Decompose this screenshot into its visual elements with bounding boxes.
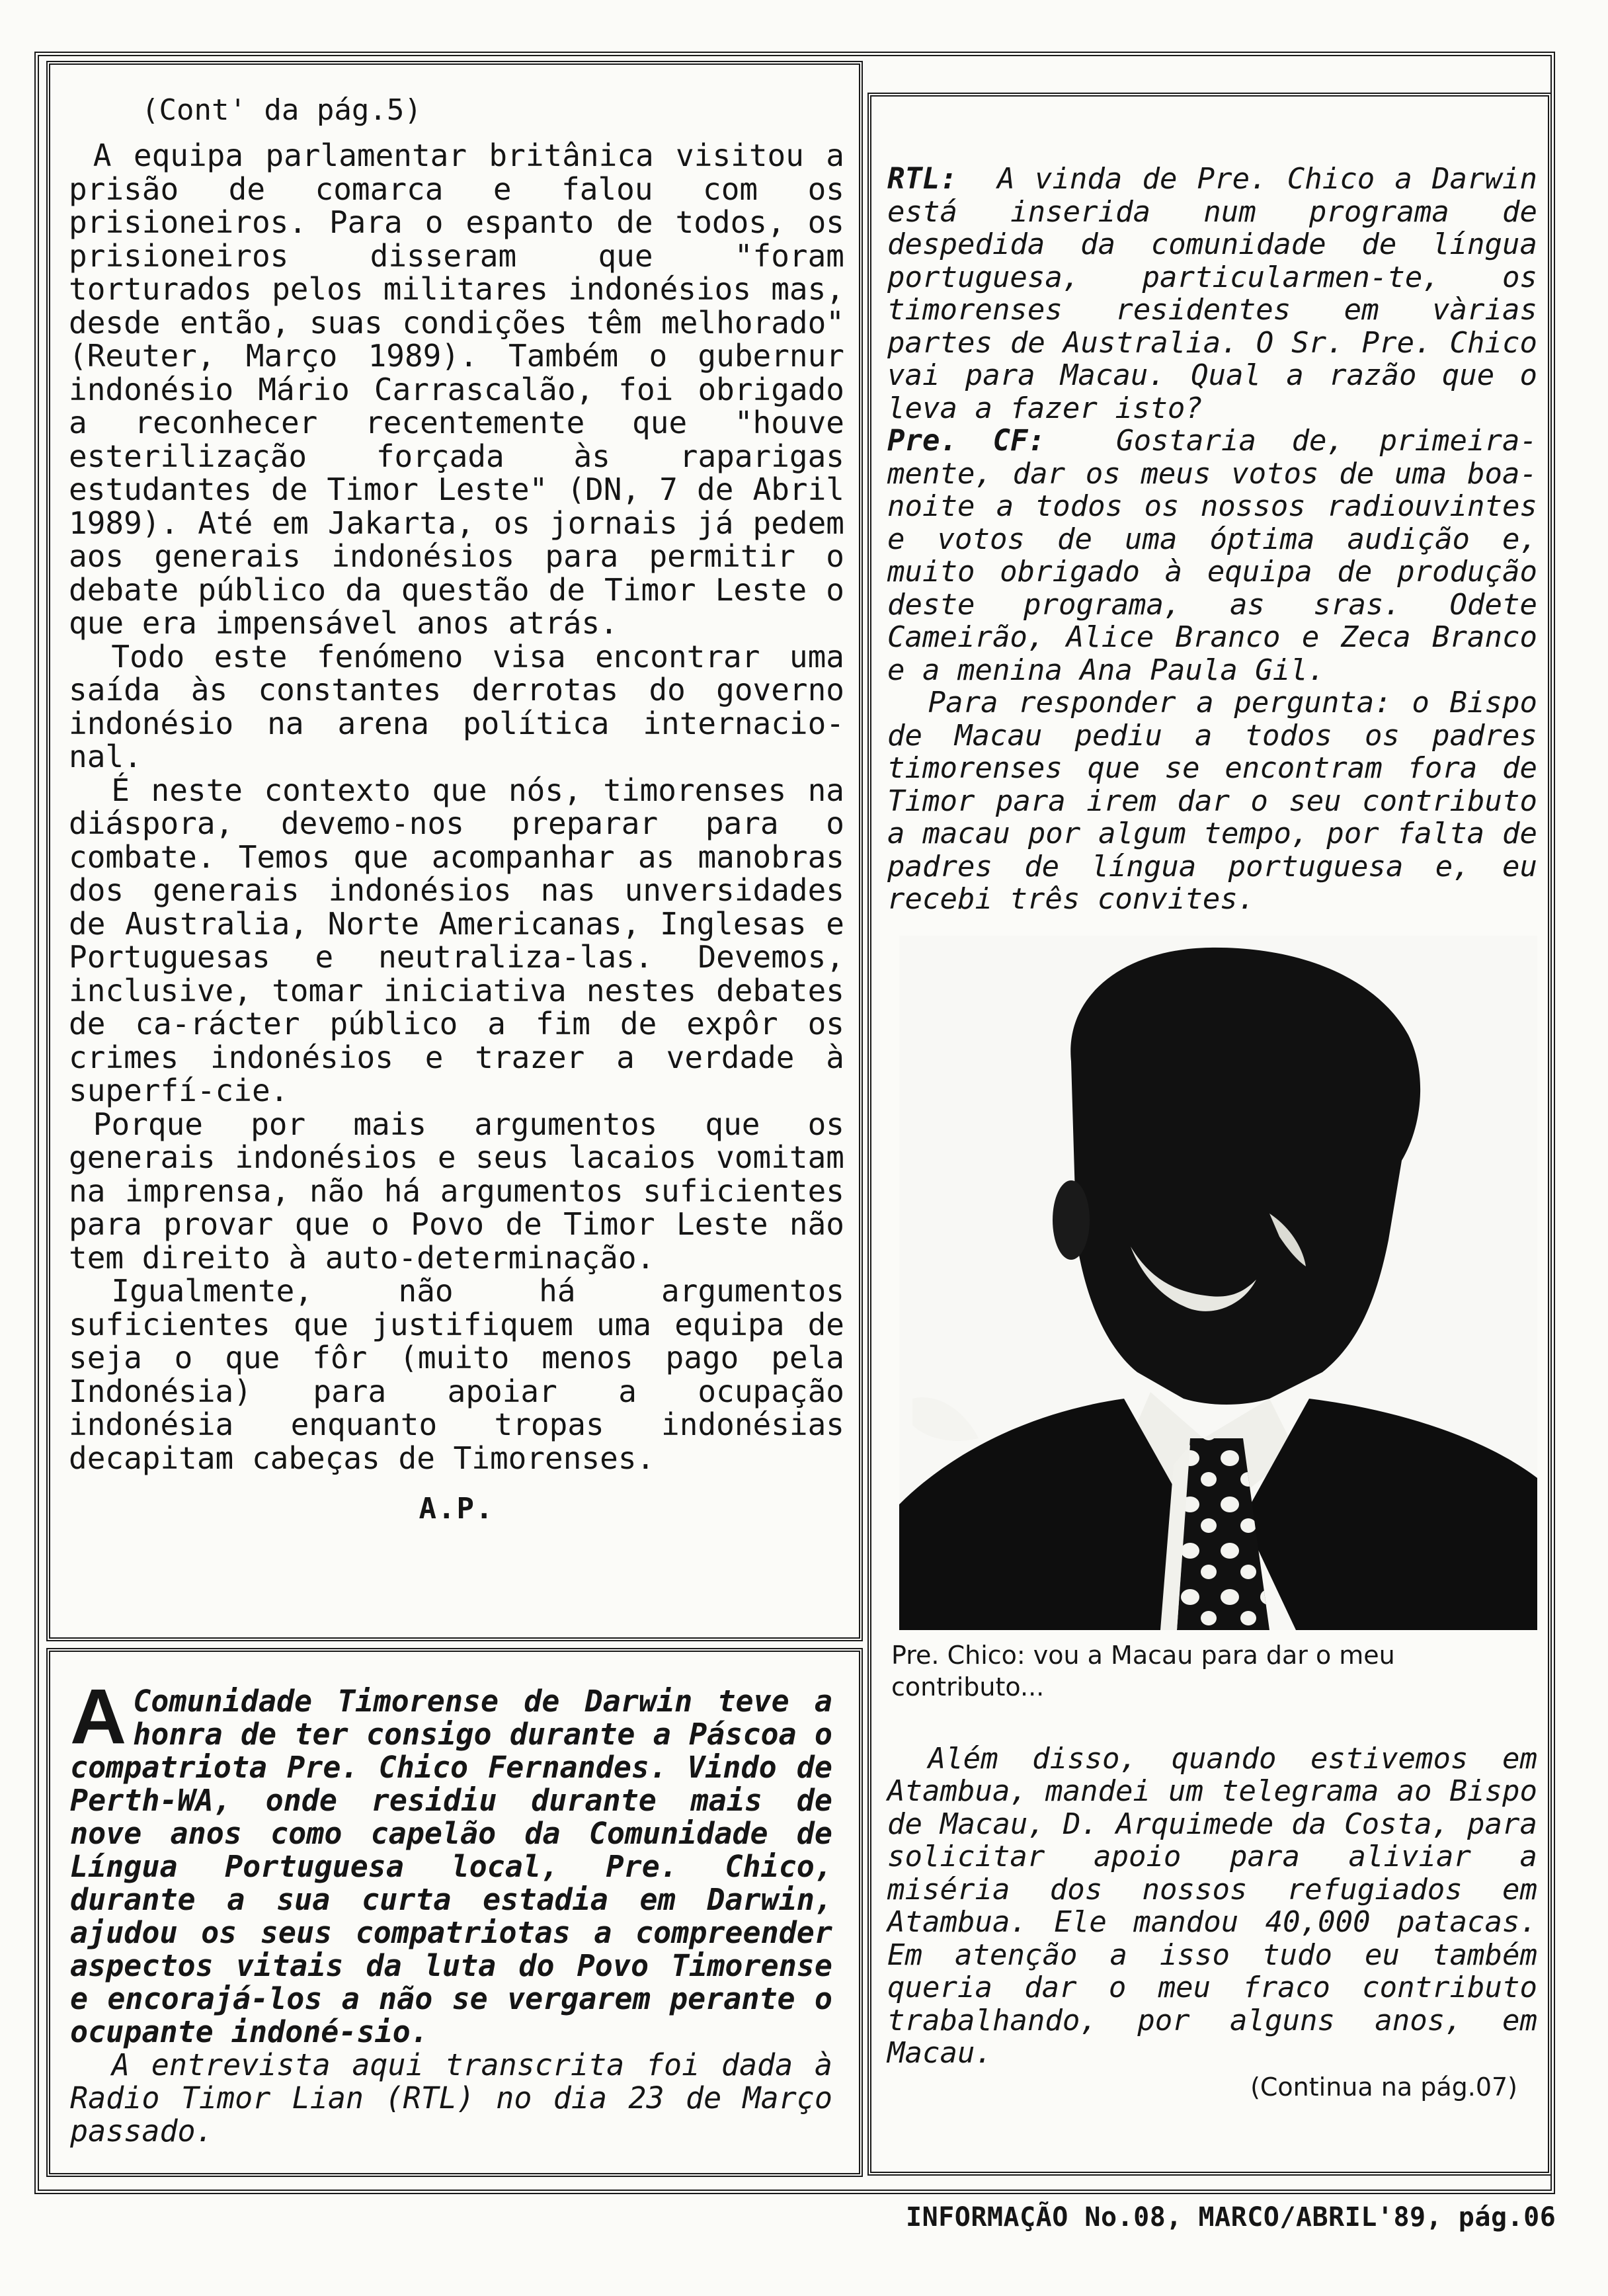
answer-continuation: Além disso, quando estivemos em Atambua, mandei um telegrama ao Bispo de Macau, D. Arquimede da Costa, para solicitar apoio para aliviar a miséria dos nossos refugiados em Atambua. Ele mandou 40,000 patacas. Em atenção a isso tudo eu também queria dar o meu fraco contributo trabalhando, por alguns anos, em Macau.: [887, 1741, 1537, 2070]
interview-text-continued: [887, 1742, 1537, 2070]
answer-text: Gostaria de, primeira-mente, dar os meus votos de uma boa-noite a todos os nossos radiouvintes e votos de uma óptima audição e, muito obrigado à equipa de produção deste programa, as sras. Odete Cameirão, Alice Branco e Zeca Branco e a menina Ana Paula Gil.: [887, 424, 1537, 687]
answer-continuation: Para responder a pergunta: o Bispo de Macau pediu a todos os padres timorenses que se encontram fora de Timor para irem dar o seu contributo a macau por algum tempo, por falta de padres de língua portuguesa e, eu recebi três convites.: [887, 686, 1537, 916]
portrait-photo: [899, 936, 1537, 1630]
paragraph: É neste contexto que nós, timorenses na diáspora, devemo-nos preparar para o combate. Temos que acompanhar as manobras dos generais indonésios nas unversidades de Australia, Norte Americanas, Inglesas e Portuguesas e neutraliza-las. Devemos, inclusive, tomar iniciativa nestes debates de ca-rácter público a fim de expôr os crimes indonésios e trazer a verdade à superfí-cie.: [69, 772, 844, 1108]
question-rtl: [887, 163, 1537, 425]
interview-column: [867, 93, 1552, 2176]
paragraph: Igualmente, não há argumentos suficientes que justifiquem uma equipa de seja o que fôr (muito menos pago pela Indonésia) para apoiar a ocupação indonésia enquanto tropas indonésias decapitam cabeças de Timorenses.: [69, 1273, 844, 1476]
intro-article: [46, 1648, 863, 2177]
speaker-label: Pre. CF:: [887, 424, 1045, 458]
issue-footer: INFORMAÇÃO No.08, MARCO/ABRIL'89, pág.06: [906, 2202, 1556, 2233]
left-article-body: [69, 139, 844, 1475]
paragraph: Porque por mais argumentos que os generais indonésios e seus lacaios vomitam na imprensa, não há argumentos suficientes para provar que o Povo de Timor Leste não tem direito à auto-determinação.: [69, 1106, 844, 1276]
intro-lead: [70, 1673, 832, 2049]
continuation-note: (Cont' da pág.5): [141, 93, 422, 127]
left-article: [46, 61, 863, 1641]
interview-text: [887, 163, 1537, 916]
photo-caption: Pre. Chico: vou a Macau para dar o meu contributo...: [891, 1640, 1395, 1702]
author-signature: A.P.: [419, 1492, 495, 1526]
intro-lead-text: Comunidade Timorense de Darwin teve a honra de ter consigo durante a Páscoa o compatriota Pre. Chico Fernandes. Vindo de Perth-WA, onde residiu durante mais de nove anos como capelão da Comunidade de Língua Portuguesa local, Pre. Chico, durante a sua curta estadia em Darwin, ajudou os seus compatriotas a compreender aspectos vitais da luta do Povo Timorense e encorajá-los a não se vergarem perante o ocupante indoné-sio.: [70, 1684, 832, 2049]
drop-cap: A: [70, 1673, 127, 1760]
paragraph: Todo este fenómeno visa encontrar uma saída às constantes derrotas do governo indonésio na arena política internacio-nal.: [69, 638, 844, 774]
answer-cf: [887, 425, 1537, 686]
continued-note: (Continua na pág.07): [1250, 2072, 1517, 2102]
question-text: A vinda de Pre. Chico a Darwin está inserida num programa de despedida da comunidade de língua portuguesa, particularmen-te, os timorenses residentes em vàrias partes de Australia. O Sr. Pre. Chico vai para Macau. Qual a razão que o leva a fazer isto?: [887, 162, 1537, 425]
speaker-label: RTL:: [887, 162, 957, 196]
paragraph: A equipa parlamentar britânica visitou a prisão de comarca e falou com os prisioneiros. Para o espanto de todos, os prisioneiros disseram que "foram torturados pelos militares indonésios mas, desde então, suas condições têm melhorado" (Reuter, Março 1989). Também o gubernur indonésio Mário Carrascalão, foi obrigado a reconhecer recentemente que "houve esterilização forçada às raparigas estudantes de Timor Leste" (DN, 7 de Abril 1989). Até em Jakarta, os jornais já pedem aos generais indonésios para permitir o debate público da questão de Timor Leste o que era impensável anos atrás.: [69, 138, 844, 641]
intro-closing: A entrevista aqui transcrita foi dada à Radio Timor Lian (RTL) no dia 23 de Março passado.: [70, 2047, 832, 2149]
portrait-image: [899, 936, 1537, 1630]
